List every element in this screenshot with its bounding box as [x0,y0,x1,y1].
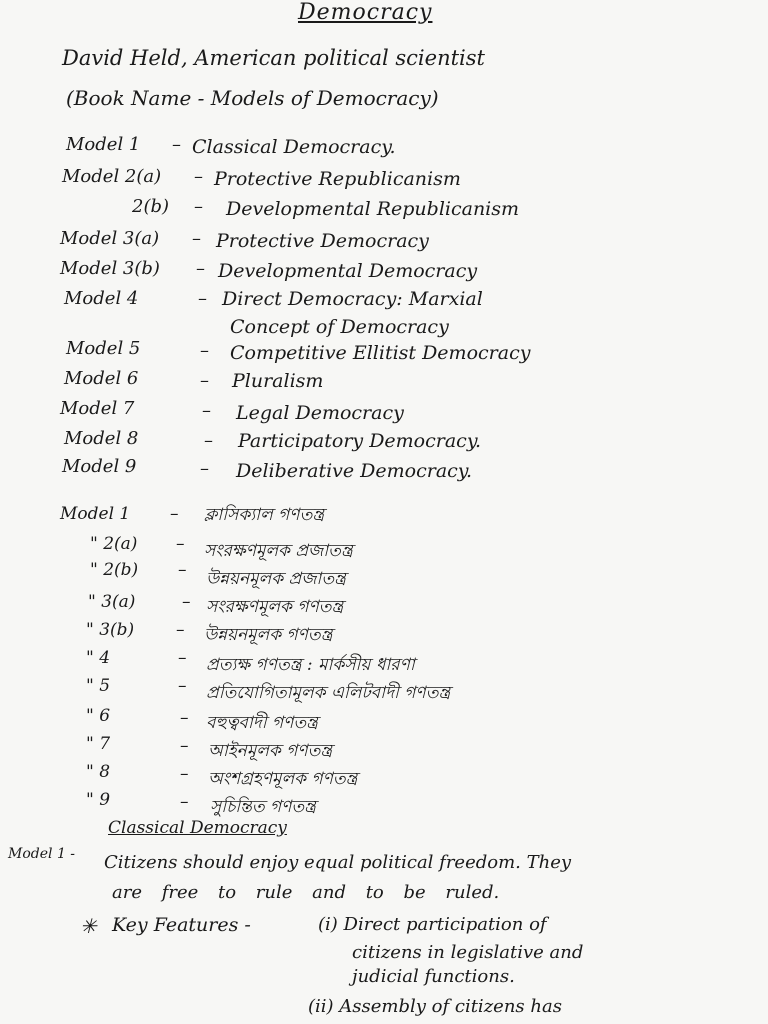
dash: – [200,458,209,479]
dash: – [178,648,187,668]
model-name: Protective Republicanism [214,168,461,190]
bengali-name: ক্লাসিক্যাল গণতন্ত্র [204,505,325,525]
model-label: Model 8 [64,428,139,449]
model-label: " 8 [86,762,111,782]
bengali-name: সংরক্ষণমূলক প্রজাতন্ত্র [204,541,353,561]
model-label: " 6 [86,706,111,726]
feature-i-line-1: (i) Direct participation of [318,914,547,935]
model-label: " 2(a) [90,534,138,554]
model-label: Model 7 [60,398,135,419]
model-1-label: Model 1 - [8,846,76,862]
model-label: Model 9 [62,456,137,477]
dash: – [194,196,203,217]
model-name: Developmental Democracy [218,260,478,282]
bengali-name: সংরক্ষণমূলক গণতন্ত্র [206,597,344,617]
model-label: 2(b) [132,196,170,217]
dash: – [180,792,189,812]
dash: – [194,166,203,187]
feature-ii-line-1: (ii) Assembly of citizens has [308,996,562,1017]
bengali-name: সুচিন্তিত গণতন্ত্র [210,797,316,817]
model-name: Legal Democracy [236,402,404,424]
model-label: " 4 [86,648,111,668]
model-label: Model 1 [66,134,141,155]
classical-heading: Classical Democracy [108,818,287,838]
model-label: Model 2(a) [62,166,162,187]
dash: – [180,764,189,784]
bengali-name: উন্নয়নমূলক গণতন্ত্র [204,625,333,645]
dash: – [170,504,179,524]
dash: – [182,592,191,612]
dash: – [180,736,189,756]
model-name: Competitive Ellitist Democracy [230,342,531,364]
dash: – [178,676,187,696]
dash: – [172,134,181,155]
model-name: Deliberative Democracy. [236,460,473,482]
model-label: " 3(a) [88,592,136,612]
dash: – [196,258,205,279]
model-name: Classical Democracy. [192,136,396,158]
model-label: Model 3(a) [60,228,160,249]
bengali-name: অংশগ্রহণমূলক গণতন্ত্র [208,769,358,789]
dash: – [176,620,185,640]
model-name: Participatory Democracy. [238,430,482,452]
bengali-name: আইনমূলক গণতন্ত্র [208,741,333,761]
feature-i-line-2: citizens in legislative and [352,942,584,963]
author-line: David Held, American political scientist [62,46,485,70]
model-label: " 5 [86,676,111,696]
book-line: (Book Name - Models of Democracy) [66,86,439,110]
feature-i-line-3: judicial functions. [352,966,515,987]
model-name: Protective Democracy [216,230,429,252]
dash: – [200,340,209,361]
key-features-label: Key Features - [112,914,251,936]
dash: – [180,708,189,728]
page-title: Democracy [298,0,433,25]
classical-definition-line-1: Citizens should enjoy equal political freedom. They [104,852,572,873]
model-label: " 9 [86,790,111,810]
model-name: Concept of Democracy [230,316,449,338]
dash: – [192,228,201,249]
dash: – [202,400,211,421]
model-label: Model 4 [64,288,139,309]
model-label: Model 3(b) [60,258,160,279]
model-label: " 3(b) [86,620,135,640]
model-name: Direct Democracy: Marxial [222,288,483,310]
bengali-name: প্রত্যক্ষ গণতন্ত্র : মার্কসীয় ধারণা [206,655,415,675]
dash: – [200,370,209,391]
dash: – [176,534,185,554]
model-label: Model 5 [66,338,141,359]
model-name: Developmental Republicanism [226,198,520,220]
classical-definition-line-2: are free to rule and to be ruled. [112,882,500,903]
bengali-name: প্রতিযোগিতামূলক এলিটবাদী গণতন্ত্র [206,683,451,703]
bengali-name: উন্নয়নমূলক প্রজাতন্ত্র [206,569,346,589]
bengali-name: বহুত্ববাদী গণতন্ত্র [206,713,318,733]
model-name: Pluralism [232,370,324,392]
model-label: Model 6 [64,368,139,389]
dash: – [178,560,187,580]
model-label: " 7 [86,734,111,754]
dash: – [198,288,207,309]
model-label: " 2(b) [90,560,139,580]
asterisk-bullet-icon: ✳ [80,914,97,938]
dash: – [204,430,213,451]
model-label: Model 1 [60,504,131,524]
